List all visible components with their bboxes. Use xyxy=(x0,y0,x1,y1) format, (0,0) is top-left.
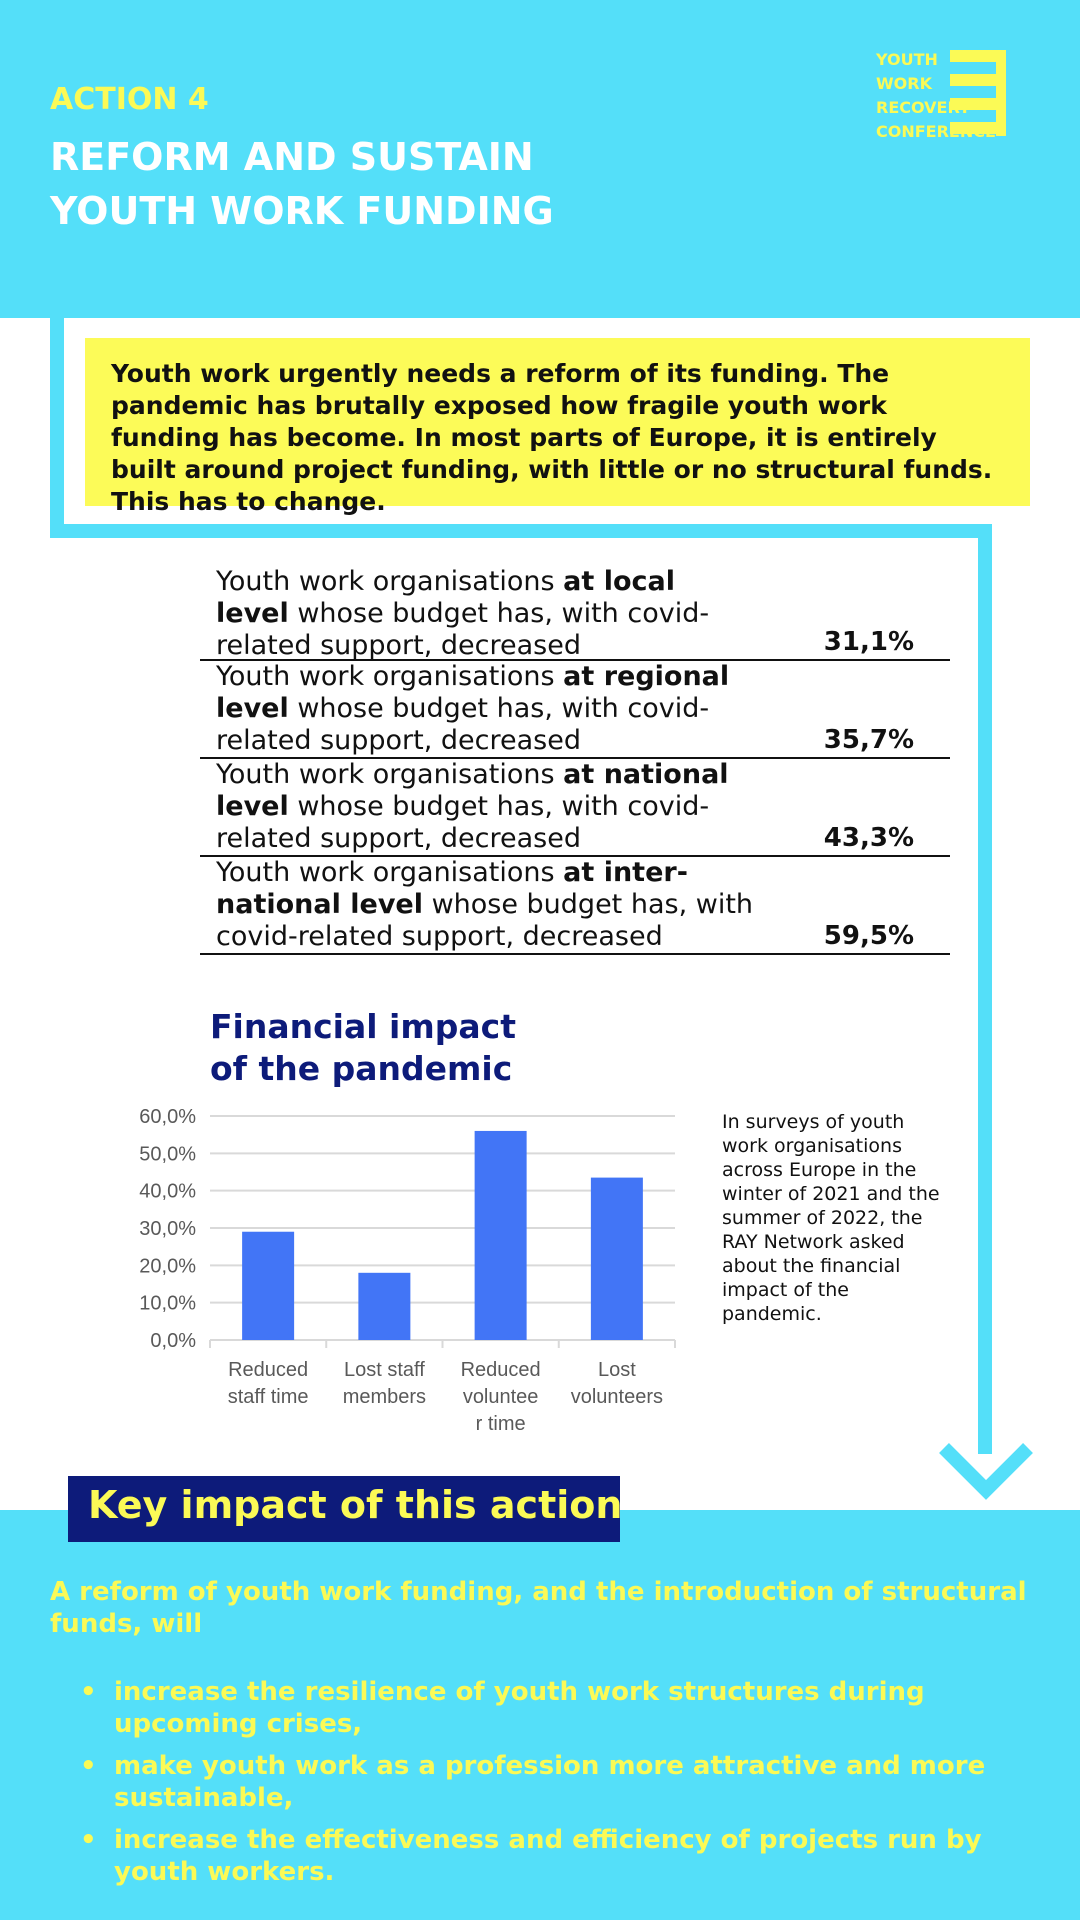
y-tick-label: 60,0% xyxy=(139,1106,196,1128)
stat-label: Youth work organisations at local level whose budget has, with covid-related support, decreased xyxy=(216,566,710,661)
logo-text xyxy=(876,48,996,144)
stat-label: Youth work organisations at inter-national level whose budget has, with covid-related support, decreased xyxy=(216,857,754,952)
list-item: • make youth work as a profession more attractive and more sustainable, xyxy=(80,1750,1030,1814)
stat-row xyxy=(200,661,950,759)
chart-note: In surveys of youth work organisations across Europe in the winter of 2021 and the summer of 2022, the RAY Network asked about the financial impact of the pandemic. xyxy=(722,1111,940,1325)
x-tick-label: Reduced xyxy=(228,1359,309,1381)
y-tick-label: 0,0% xyxy=(150,1330,196,1352)
x-tick-label: volunteers xyxy=(570,1386,664,1408)
x-tick-label: Lost staff xyxy=(343,1359,425,1381)
stat-row xyxy=(200,759,950,857)
stats-table xyxy=(200,566,950,955)
key-impact-title: Key impact of this action xyxy=(88,1483,623,1527)
action-title-line1: REFORM AND SUSTAIN xyxy=(50,135,534,179)
intro-text: Youth work urgently needs a reform of its funding. The pandemic has brutally exposed how fragile youth work funding has become. In most parts of Europe, it is entirely built around project funding, with little or no structural funds. This has to change. xyxy=(111,359,993,516)
bar xyxy=(358,1273,410,1340)
bar xyxy=(475,1131,527,1340)
stat-value: 43,3% xyxy=(823,823,914,853)
action-label: ACTION 4 xyxy=(50,82,209,117)
action-title-line2: YOUTH WORK FUNDING xyxy=(50,189,554,233)
x-tick-label: r time xyxy=(475,1413,526,1435)
list-item: • increase the resilience of youth work structures during upcoming crises, xyxy=(80,1676,1030,1740)
x-tick-label: voluntee xyxy=(462,1386,539,1408)
stat-label: Youth work organisations at regional level whose budget has, with covid-related support, decreased xyxy=(216,661,730,756)
stat-label: Youth work organisations at national level whose budget has, with covid-related support, decreased xyxy=(216,759,729,854)
stat-row xyxy=(200,566,950,661)
frame-line-left xyxy=(50,318,64,538)
stat-value: 31,1% xyxy=(823,627,914,657)
bar-chart xyxy=(110,1100,690,1440)
y-tick-label: 40,0% xyxy=(139,1180,196,1203)
y-tick-label: 30,0% xyxy=(139,1218,196,1240)
arrow-down-icon xyxy=(938,1438,1034,1502)
intro-callout xyxy=(85,338,1030,516)
logo-line: RECOVERY xyxy=(876,98,971,117)
x-tick-label: members xyxy=(342,1386,427,1408)
logo-line: CONFERENCE xyxy=(876,122,996,141)
y-tick-label: 10,0% xyxy=(139,1292,196,1315)
chart-title-line2: of the pandemic xyxy=(210,1049,513,1088)
stat-row xyxy=(200,857,950,955)
stat-value: 35,7% xyxy=(823,725,914,755)
chart-title-line1: Financial impact xyxy=(210,1007,516,1046)
x-tick-label: Lost xyxy=(597,1359,636,1381)
key-impact-intro: A reform of youth work funding, and the introduction of structural funds, will xyxy=(50,1577,1027,1639)
y-tick-label: 50,0% xyxy=(139,1143,196,1166)
action-title xyxy=(50,130,554,238)
frame-line-right xyxy=(978,524,992,1454)
list-item: • increase the effectiveness and efficiency of projects run by youth workers. xyxy=(80,1824,1030,1888)
conference-logo xyxy=(876,48,1031,141)
x-tick-label: Reduced xyxy=(460,1359,541,1381)
logo-line: YOUTH xyxy=(876,50,938,69)
bar xyxy=(591,1178,643,1340)
key-impact-list xyxy=(80,1676,1030,1898)
logo-line: WORK xyxy=(876,74,932,93)
bar xyxy=(242,1232,294,1340)
x-tick-label: staff time xyxy=(227,1386,309,1408)
y-tick-label: 20,0% xyxy=(139,1255,196,1278)
chart-title xyxy=(210,1006,516,1090)
frame-line-horizontal xyxy=(50,524,992,538)
stat-value: 59,5% xyxy=(823,921,914,951)
